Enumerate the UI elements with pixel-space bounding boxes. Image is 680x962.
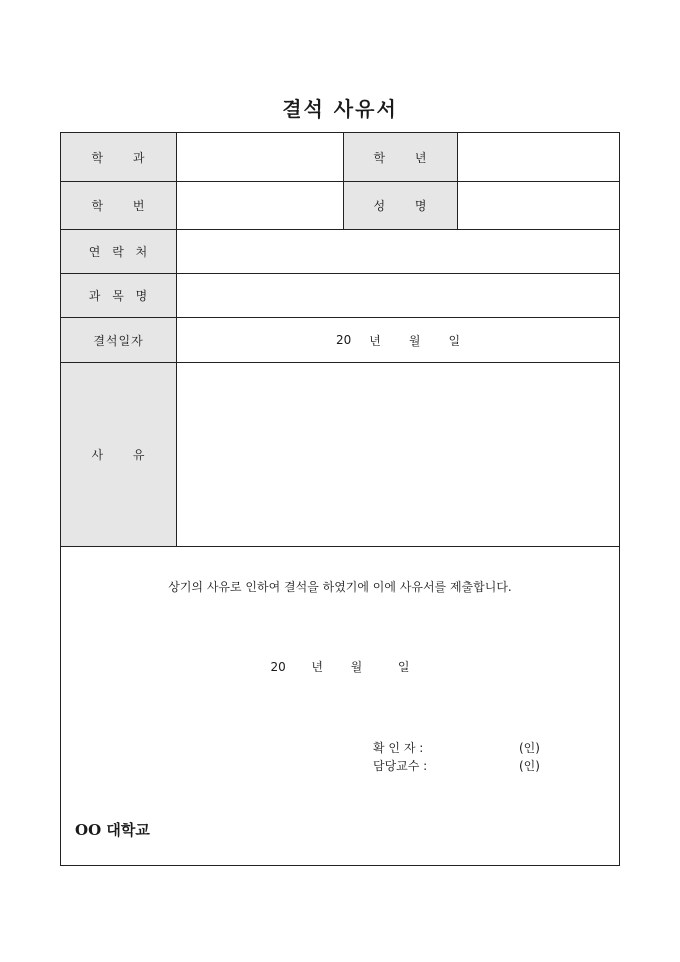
label-reason: 사 유 [61,363,177,547]
grade-field[interactable] [458,133,619,182]
confirmer-seal: (인) [519,741,540,755]
department-field[interactable] [177,133,344,182]
submission-statement: 상기의 사유로 인하여 결석을 하였기에 이에 사유서를 제출합니다. [168,580,512,594]
absence-date-month-unit: 월 [408,333,421,348]
confirmer-label: 확 인 자 : [373,741,424,755]
professor-label: 담당교수 : [373,759,428,773]
label-contact: 연 락 처 [61,230,177,274]
student-id-field[interactable] [177,182,344,230]
absence-form [60,132,620,866]
course-field[interactable] [177,274,619,318]
university-name: OO 대학교 [75,821,150,839]
professor-seal: (인) [519,759,540,773]
name-field[interactable] [458,182,619,230]
label-name: 성 명 [344,182,458,230]
submission-date-year: 20 [270,660,286,674]
submission-date-day-unit: 일 [397,660,410,674]
reason-field[interactable] [177,363,619,547]
page-title: 결석 사유서 [282,97,398,121]
submission-date-year-unit: 년 [311,660,324,674]
form-footer [61,547,619,865]
absence-date-year: 20 [335,333,352,347]
absence-date-year-unit: 년 [369,333,381,348]
absence-date-day-unit: 일 [448,333,461,348]
label-grade: 학 년 [344,133,458,182]
absence-date-field[interactable] [177,318,619,363]
label-department: 학 과 [61,133,177,182]
label-course: 과 목 명 [61,274,177,318]
submission-date [61,658,619,675]
contact-field[interactable] [177,230,619,274]
label-student-id: 학 번 [61,182,177,230]
submission-date-month-unit: 월 [350,660,363,674]
label-absence-date: 결석일자 [61,318,177,363]
